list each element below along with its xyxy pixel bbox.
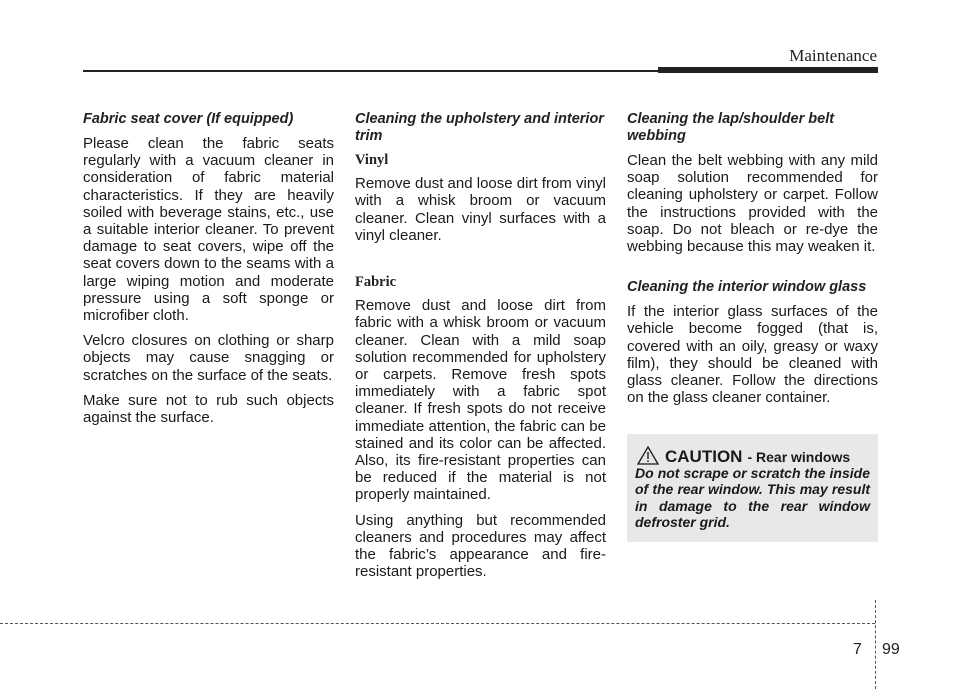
caution-subtitle: - Rear windows [747, 449, 851, 465]
paragraph: Remove dust and loose dirt from vinyl with a whisk broom or vacuum cleaner. Clean vinyl surfaces with a vinyl cleaner. [355, 175, 606, 244]
subheading-fabric: Fabric [355, 274, 397, 291]
paragraph: Clean the belt webbing with any mild soap solution recommended for cleaning upholstery or carpet. Follow the instructions provided with the soap. Do not bleach or re-dye the webbing because this may weaken it. [627, 152, 878, 256]
column-belt-and-glass [627, 111, 878, 414]
column-upholstery [355, 111, 606, 588]
footer-divider [875, 600, 876, 689]
caution-box [627, 434, 878, 542]
paragraph: Velcro closures on clothing or sharp objects may cause snagging or scratches on the surface of the seats. [83, 332, 334, 384]
paragraph: Make sure not to rub such objects against the surface. [83, 391, 334, 427]
column-fabric-seat-cover [83, 111, 334, 434]
caution-header [637, 443, 850, 467]
subheading-vinyl: Vinyl [355, 152, 389, 168]
caution-label: CAUTION [665, 447, 743, 466]
heading-belt-webbing: Cleaning the lap/shoulder belt webbing [627, 111, 835, 144]
warning-triangle-icon [637, 446, 659, 465]
paragraph: Remove dust and loose dirt from fabric with a whisk broom or vacuum cleaner. Clean with a mild soap solution recommended for upholstery or carpets. Remove fresh spots immediately with a fabric spot cleaner. If fresh spots do not receive immediate attention, the fabric can be stained and its color can be affected. Also, its fire-resistant properties can be reduced if the material is not properly maintained. [355, 297, 606, 504]
heading-fabric-seat-cover: Fabric seat cover (If equipped) [83, 111, 294, 127]
heading-upholstery: Cleaning the upholstery and interior trim [355, 111, 604, 144]
caution-text: Do not scrape or scratch the inside of the rear window. This may result in damage to the rear window defroster grid. [635, 465, 870, 530]
section-title: Maintenance [789, 46, 877, 65]
heading-window-glass: Cleaning the interior window glass [627, 279, 867, 296]
paragraph: Using anything but recommended cleaners and procedures may affect the fabric’s appearance and fire-resistant properties. [355, 511, 606, 581]
chapter-number: 7 [853, 641, 862, 658]
header-rule-accent [658, 67, 878, 73]
paragraph: Please clean the fabric seats regularly with a vacuum cleaner in consideration of fabric material characteristics. If they are heavily soiled with beverage stains, etc., use a suitable interior cleaner. To prevent damage to seat covers, wipe off the seat covers down to the seams with a large wiping motion and moderate pressure using a soft sponge or microfiber cloth. [83, 135, 334, 325]
footer-rule [0, 623, 875, 624]
header-rule [83, 70, 658, 72]
paragraph: If the interior glass surfaces of the vehicle become fogged (that is, covered with an oily, greasy or waxy film), they should be cleaned with glass cleaner. Follow the directions on the glass cleaner container. [627, 303, 878, 407]
page-number: 99 [882, 641, 900, 658]
